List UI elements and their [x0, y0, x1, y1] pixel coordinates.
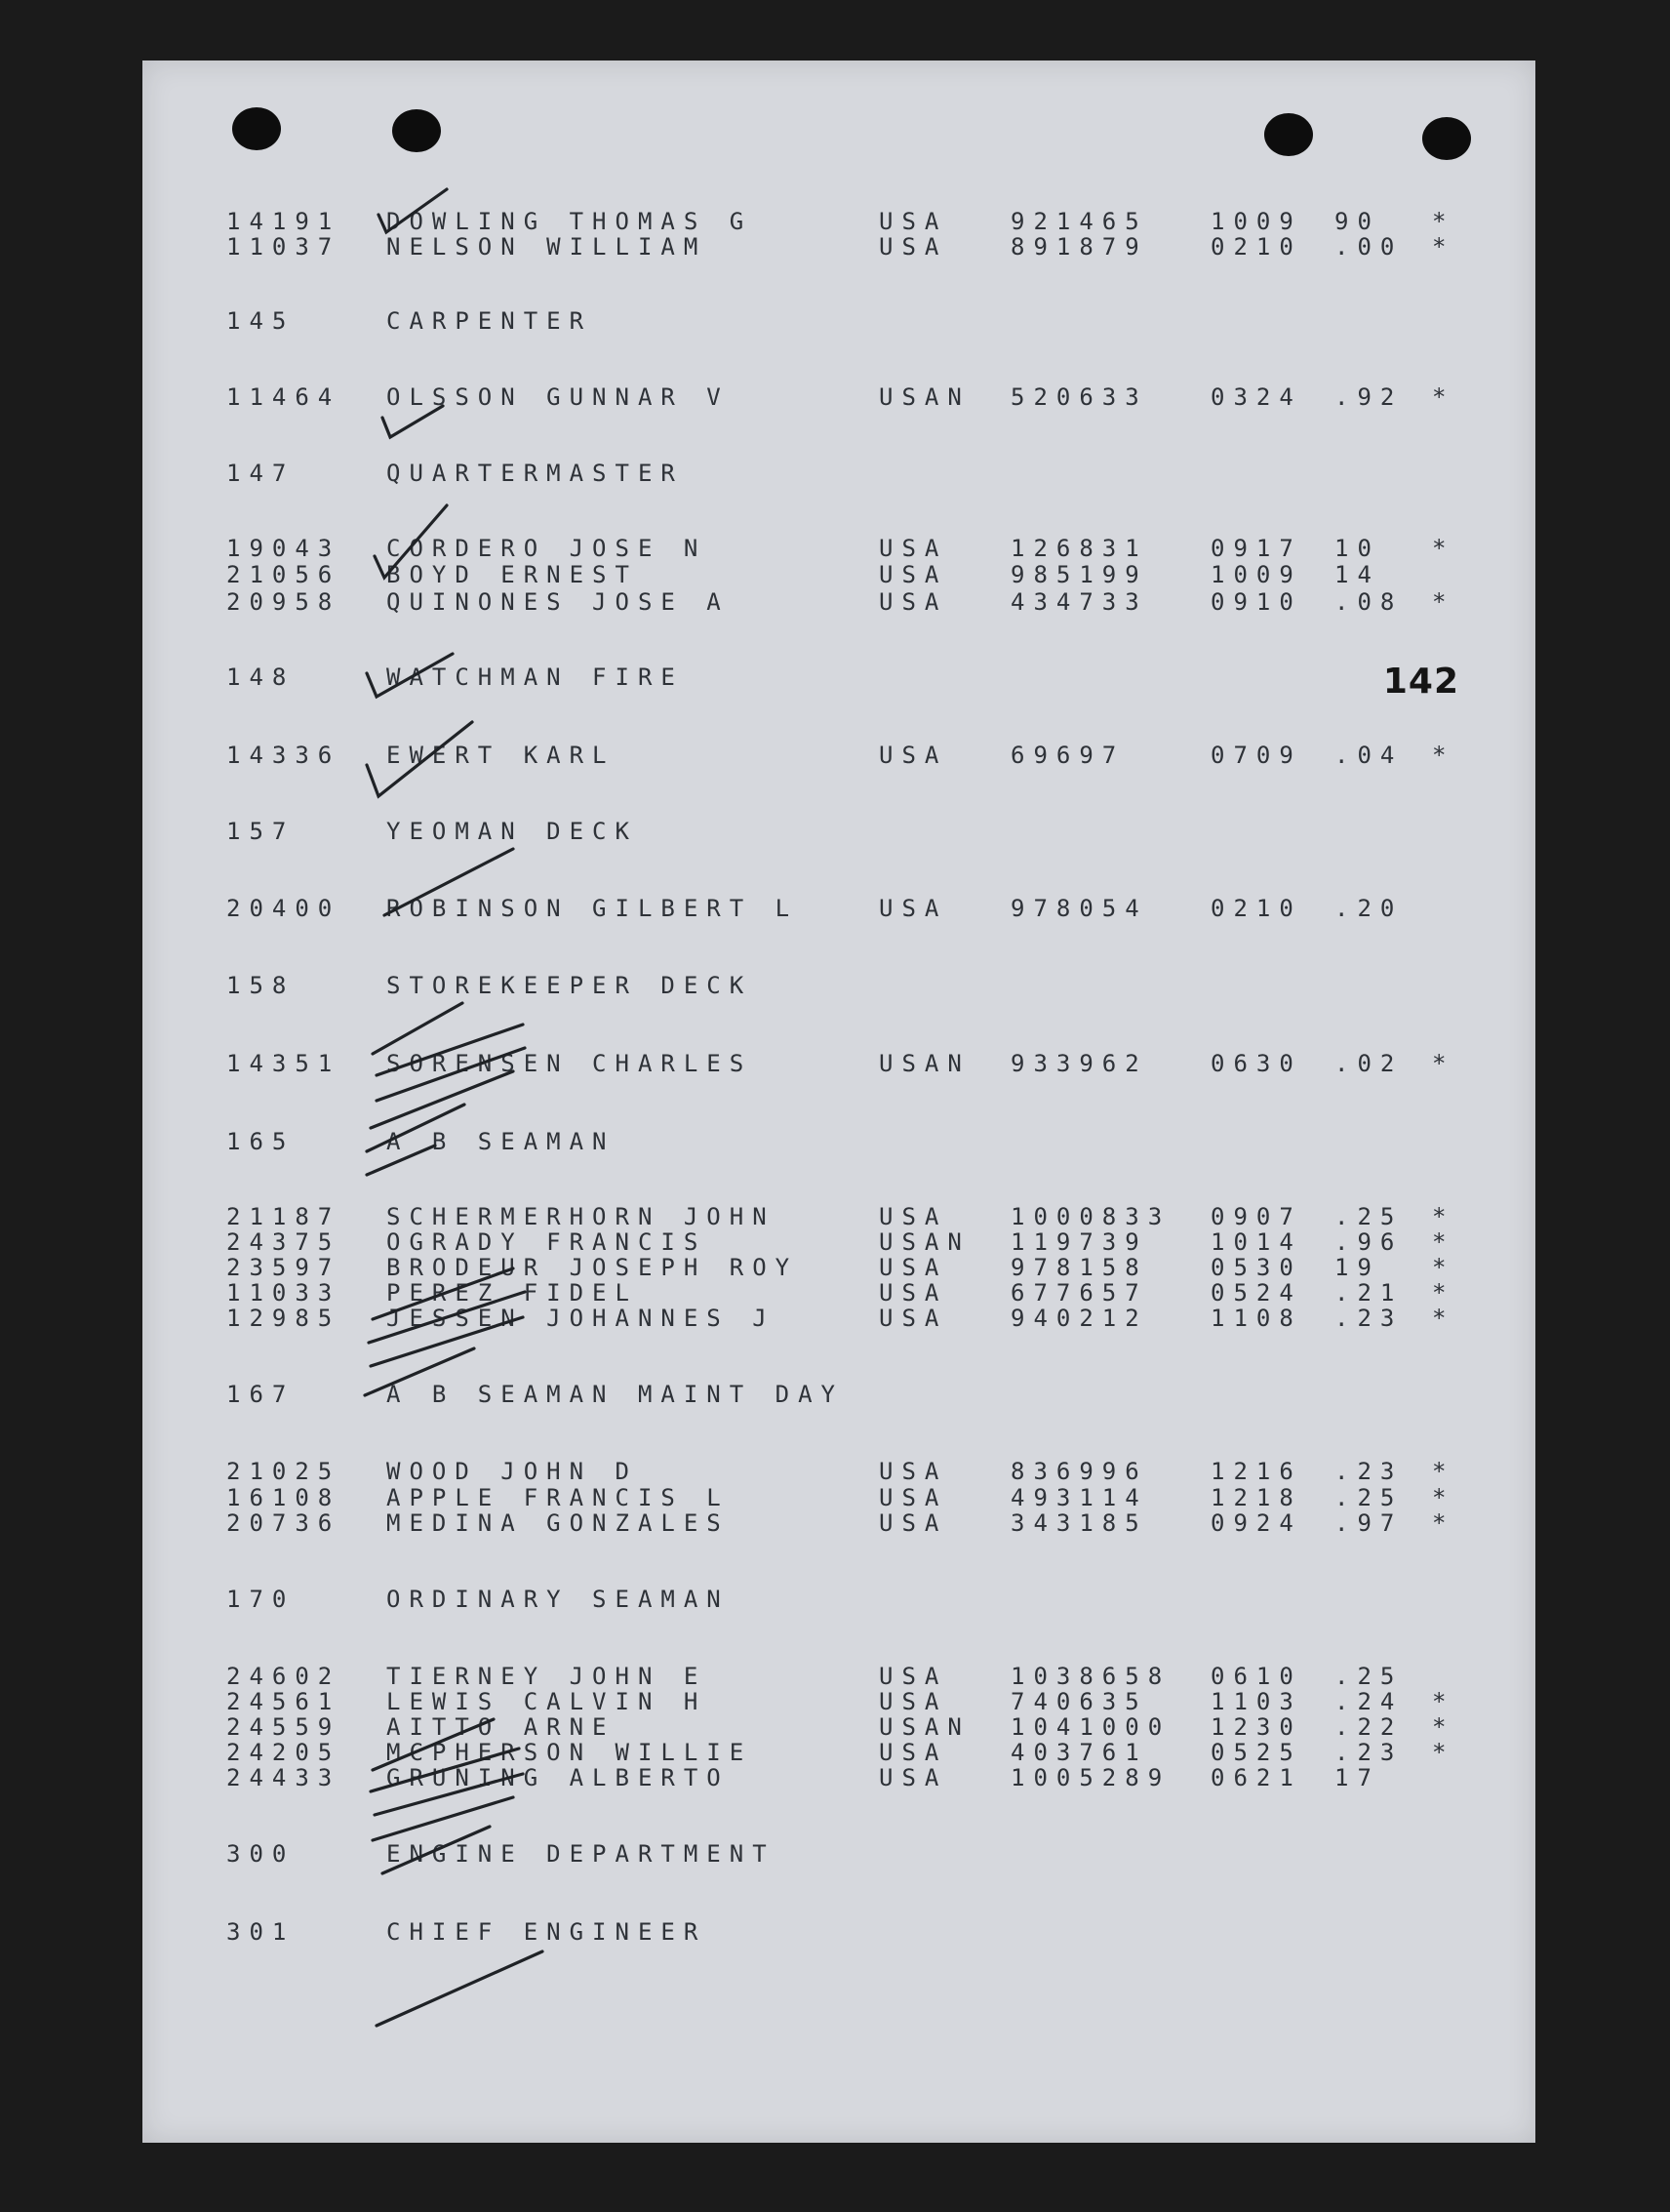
section-code: 300	[226, 1840, 296, 1868]
section-heading	[142, 1380, 1535, 1409]
star-mark: *	[1432, 1279, 1447, 1307]
citizenship: USA	[879, 1663, 948, 1690]
citizenship: USAN	[879, 1050, 971, 1077]
citizenship: USA	[879, 561, 948, 588]
citizenship: USA	[879, 535, 948, 562]
document-page	[142, 60, 1535, 2143]
date-code: 0210	[1211, 895, 1302, 922]
crew-name: MEDINA GONZALES	[386, 1509, 730, 1537]
amount: .96	[1334, 1228, 1404, 1256]
strike-mark-icon	[371, 1071, 513, 1128]
section-heading	[142, 817, 1535, 846]
amount: .02	[1334, 1050, 1404, 1077]
crew-code: 20400	[226, 895, 341, 922]
page-number-stamp: 142	[1382, 662, 1459, 702]
date-code: 0621	[1211, 1764, 1302, 1791]
document-number: 434733	[1011, 588, 1148, 616]
date-code: 0709	[1211, 742, 1302, 769]
section-title: STOREKEEPER DECK	[386, 972, 753, 999]
crew-name: PEREZ FIDEL	[386, 1279, 638, 1307]
crew-name: EWERT KARL	[386, 742, 616, 769]
section-code: 157	[226, 818, 296, 845]
strike-mark-icon	[377, 1951, 542, 2026]
date-code: 0910	[1211, 588, 1302, 616]
crew-code: 11037	[226, 233, 341, 261]
crew-code: 24561	[226, 1688, 341, 1715]
section-code: 301	[226, 1918, 296, 1946]
section-code: 145	[226, 307, 296, 335]
amount: .25	[1334, 1484, 1404, 1511]
document-number: 403761	[1011, 1739, 1148, 1766]
crew-code: 11464	[226, 383, 341, 411]
amount: 10	[1334, 535, 1380, 562]
crew-code: 19043	[226, 535, 341, 562]
star-mark: *	[1432, 1484, 1447, 1511]
document-number: 126831	[1011, 535, 1148, 562]
star-mark: *	[1432, 588, 1447, 616]
crew-name: OLSSON GUNNAR V	[386, 383, 730, 411]
amount: .22	[1334, 1713, 1404, 1741]
document-number: 978054	[1011, 895, 1148, 922]
section-title: YEOMAN DECK	[386, 818, 638, 845]
check-marks	[142, 60, 1535, 2143]
crew-code: 23597	[226, 1254, 341, 1281]
crew-code: 24205	[226, 1739, 341, 1766]
crew-name: MCPHERSON WILLIE	[386, 1739, 753, 1766]
citizenship: USA	[879, 895, 948, 922]
star-mark: *	[1432, 1203, 1447, 1230]
star-mark: *	[1432, 1305, 1447, 1332]
date-code: 1108	[1211, 1305, 1302, 1332]
crew-name: APPLE FRANCIS L	[386, 1484, 730, 1511]
citizenship: USA	[879, 1458, 948, 1485]
section-title: A B SEAMAN MAINT DAY	[386, 1381, 844, 1408]
star-mark: *	[1432, 1688, 1447, 1715]
crew-name: GRUNING ALBERTO	[386, 1764, 730, 1791]
section-heading	[142, 1917, 1535, 1947]
section-heading	[142, 459, 1535, 488]
crew-code: 21025	[226, 1458, 341, 1485]
crew-name: AITTO ARNE	[386, 1713, 616, 1741]
citizenship: USA	[879, 233, 948, 261]
strike-mark-icon	[373, 1003, 462, 1054]
punch-hole-2	[392, 109, 441, 152]
crew-entry-row	[142, 560, 1535, 589]
crew-name: BRODEUR JOSEPH ROY	[386, 1254, 799, 1281]
citizenship: USA	[879, 1764, 948, 1791]
section-title: CARPENTER	[386, 307, 593, 335]
citizenship: USA	[879, 1509, 948, 1537]
crew-name: DOWLING THOMAS G	[386, 208, 753, 235]
document-number: 1000833	[1011, 1203, 1172, 1230]
crew-code: 24375	[226, 1228, 341, 1256]
section-title: ENGINE DEPARTMENT	[386, 1840, 775, 1868]
document-number: 978158	[1011, 1254, 1148, 1281]
crew-code: 24433	[226, 1764, 341, 1791]
crew-entry-row	[142, 587, 1535, 617]
crew-entry-row	[142, 534, 1535, 563]
crew-code: 24602	[226, 1663, 341, 1690]
document-number: 1005289	[1011, 1764, 1172, 1791]
crew-code: 21187	[226, 1203, 341, 1230]
date-code: 0210	[1211, 233, 1302, 261]
crew-entry-row	[142, 1049, 1535, 1078]
punch-hole-3	[1264, 113, 1313, 156]
citizenship: USAN	[879, 1228, 971, 1256]
section-heading	[142, 971, 1535, 1000]
citizenship: USA	[879, 1305, 948, 1332]
citizenship: USA	[879, 742, 948, 769]
crew-name: ROBINSON GILBERT L	[386, 895, 799, 922]
amount: .23	[1334, 1739, 1404, 1766]
date-code: 0324	[1211, 383, 1302, 411]
crew-code: 14351	[226, 1050, 341, 1077]
punch-hole-1	[232, 107, 281, 150]
crew-name: TIERNEY JOHN E	[386, 1663, 707, 1690]
citizenship: USA	[879, 1203, 948, 1230]
date-code: 0917	[1211, 535, 1302, 562]
section-heading	[142, 1585, 1535, 1614]
date-code: 1014	[1211, 1228, 1302, 1256]
document-number: 985199	[1011, 561, 1148, 588]
crew-entry-row	[142, 1304, 1535, 1333]
star-mark: *	[1432, 208, 1447, 235]
amount: 19	[1334, 1254, 1380, 1281]
date-code: 1009	[1211, 208, 1302, 235]
star-mark: *	[1432, 535, 1447, 562]
star-mark: *	[1432, 1254, 1447, 1281]
star-mark: *	[1432, 1713, 1447, 1741]
document-number: 891879	[1011, 233, 1148, 261]
date-code: 1103	[1211, 1688, 1302, 1715]
document-number: 740635	[1011, 1688, 1148, 1715]
section-title: ORDINARY SEAMAN	[386, 1586, 730, 1613]
section-code: 170	[226, 1586, 296, 1613]
document-number: 343185	[1011, 1509, 1148, 1537]
document-number: 493114	[1011, 1484, 1148, 1511]
section-code: 165	[226, 1128, 296, 1155]
citizenship: USA	[879, 1279, 948, 1307]
amount: .21	[1334, 1279, 1404, 1307]
crew-name: BOYD ERNEST	[386, 561, 638, 588]
citizenship: USAN	[879, 383, 971, 411]
section-code: 147	[226, 460, 296, 487]
date-code: 0907	[1211, 1203, 1302, 1230]
date-code: 0630	[1211, 1050, 1302, 1077]
star-mark: *	[1432, 1228, 1447, 1256]
crew-code: 24559	[226, 1713, 341, 1741]
crew-entry-row	[142, 232, 1535, 261]
section-heading	[142, 306, 1535, 336]
crew-name: NELSON WILLIAM	[386, 233, 707, 261]
date-code: 0525	[1211, 1739, 1302, 1766]
document-number: 940212	[1011, 1305, 1148, 1332]
amount: .25	[1334, 1663, 1404, 1690]
strike-mark-icon	[373, 1797, 513, 1840]
document-number: 921465	[1011, 208, 1148, 235]
amount: .04	[1334, 742, 1404, 769]
section-heading	[142, 1127, 1535, 1156]
document-number: 933962	[1011, 1050, 1148, 1077]
amount: .08	[1334, 588, 1404, 616]
amount: .92	[1334, 383, 1404, 411]
crew-entry-row	[142, 741, 1535, 770]
star-mark: *	[1432, 1050, 1447, 1077]
crew-code: 12985	[226, 1305, 341, 1332]
date-code: 1216	[1211, 1458, 1302, 1485]
section-heading	[142, 663, 1535, 692]
document-number: 1038658	[1011, 1663, 1172, 1690]
date-code: 1009	[1211, 561, 1302, 588]
date-code: 0924	[1211, 1509, 1302, 1537]
amount: .24	[1334, 1688, 1404, 1715]
amount: 90	[1334, 208, 1380, 235]
amount: .25	[1334, 1203, 1404, 1230]
section-code: 148	[226, 664, 296, 691]
crew-name: WOOD JOHN D	[386, 1458, 638, 1485]
crew-name: JESSEN JOHANNES J	[386, 1305, 775, 1332]
citizenship: USA	[879, 208, 948, 235]
crew-name: OGRADY FRANCIS	[386, 1228, 707, 1256]
document-number: 520633	[1011, 383, 1148, 411]
crew-name: QUINONES JOSE A	[386, 588, 730, 616]
star-mark: *	[1432, 383, 1447, 411]
citizenship: USA	[879, 1688, 948, 1715]
amount: .23	[1334, 1305, 1404, 1332]
citizenship: USAN	[879, 1713, 971, 1741]
date-code: 1230	[1211, 1713, 1302, 1741]
date-code: 0524	[1211, 1279, 1302, 1307]
crew-code: 11033	[226, 1279, 341, 1307]
crew-entry-row	[142, 1763, 1535, 1792]
citizenship: USA	[879, 1739, 948, 1766]
document-number: 677657	[1011, 1279, 1148, 1307]
crew-code: 21056	[226, 561, 341, 588]
crew-entry-row	[142, 894, 1535, 923]
crew-entry-row	[142, 382, 1535, 412]
document-number: 836996	[1011, 1458, 1148, 1485]
date-code: 0610	[1211, 1663, 1302, 1690]
star-mark: *	[1432, 742, 1447, 769]
crew-code: 16108	[226, 1484, 341, 1511]
amount: 14	[1334, 561, 1380, 588]
section-title: WATCHMAN FIRE	[386, 664, 684, 691]
amount: 17	[1334, 1764, 1380, 1791]
crew-code: 20958	[226, 588, 341, 616]
crew-name: SORENSEN CHARLES	[386, 1050, 753, 1077]
star-mark: *	[1432, 1509, 1447, 1537]
section-title: A B SEAMAN	[386, 1128, 616, 1155]
star-mark: *	[1432, 1739, 1447, 1766]
crew-name: LEWIS CALVIN H	[386, 1688, 707, 1715]
date-code: 0530	[1211, 1254, 1302, 1281]
section-title: CHIEF ENGINEER	[386, 1918, 707, 1946]
citizenship: USA	[879, 588, 948, 616]
amount: .23	[1334, 1458, 1404, 1485]
date-code: 1218	[1211, 1484, 1302, 1511]
crew-name: SCHERMERHORN JOHN	[386, 1203, 775, 1230]
amount: .20	[1334, 895, 1404, 922]
citizenship: USA	[879, 1254, 948, 1281]
star-mark: *	[1432, 1458, 1447, 1485]
section-code: 167	[226, 1381, 296, 1408]
crew-code: 20736	[226, 1509, 341, 1537]
crew-code: 14191	[226, 208, 341, 235]
amount: .00	[1334, 233, 1404, 261]
section-heading	[142, 1839, 1535, 1869]
citizenship: USA	[879, 1484, 948, 1511]
document-number: 69697	[1011, 742, 1126, 769]
crew-entry-row	[142, 1508, 1535, 1538]
crew-code: 14336	[226, 742, 341, 769]
punch-hole-4	[1422, 117, 1471, 160]
amount: .97	[1334, 1509, 1404, 1537]
document-number: 1041000	[1011, 1713, 1172, 1741]
star-mark: *	[1432, 233, 1447, 261]
section-code: 158	[226, 972, 296, 999]
crew-name: CORDERO JOSE N	[386, 535, 707, 562]
crew-entry-row	[142, 1457, 1535, 1486]
document-number: 119739	[1011, 1228, 1148, 1256]
section-title: QUARTERMASTER	[386, 460, 684, 487]
